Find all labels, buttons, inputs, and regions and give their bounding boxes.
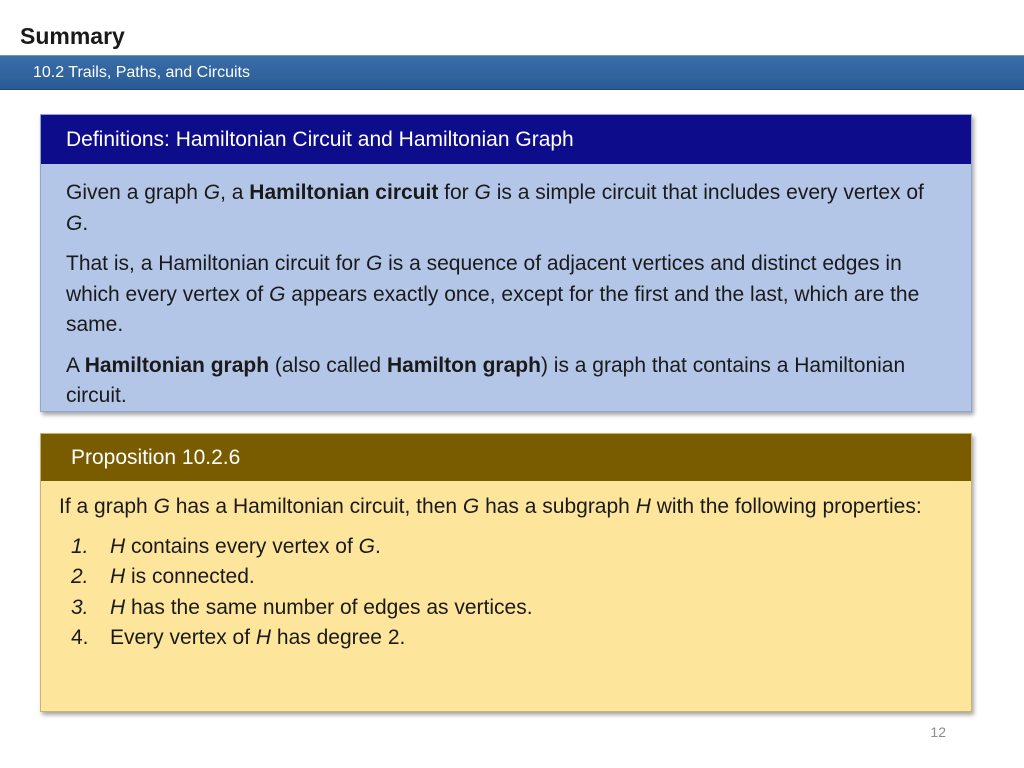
property-list (59, 532, 946, 654)
term-hamiltonian-circuit: Hamiltonian circuit (249, 181, 439, 204)
list-item: 3. H has the same number of edges as vertices. (71, 595, 533, 619)
term-hamilton-graph: Hamilton graph (386, 353, 541, 377)
definitions-body (41, 164, 971, 412)
list-item: 4. Every vertex of H has degree 2. (71, 626, 406, 649)
definition-hamiltonian-graph: A Hamiltonian graph (also called Hamilton graph) is a graph that contains a Hamiltonian circuit. (66, 353, 906, 407)
term-hamiltonian-graph: Hamiltonian graph (84, 353, 270, 377)
proposition-body (41, 481, 971, 654)
definition-hamiltonian-circuit: Given a graph G, a Hamiltonian circuit for G is a simple circuit that includes every vertex of G. (66, 181, 924, 235)
section-title: 10.2 Trails, Paths, and Circuits (33, 64, 250, 81)
definition-explanation: That is, a Hamiltonian circuit for G is a sequence of adjacent vertices and distinct edges in which every vertex of G appears exactly once, except for the first and the last, which are the same. (66, 252, 920, 336)
section-bar (0, 55, 1024, 90)
list-item: 1. H contains every vertex of G. (71, 534, 381, 558)
proposition-intro: If a graph G has a Hamiltonian circuit, then G has a subgraph H with the following properties: (59, 495, 922, 518)
list-item: 2. H is connected. (71, 565, 255, 588)
page-number: 12 (930, 724, 946, 740)
definitions-heading: Definitions: Hamiltonian Circuit and Hamiltonian Graph (41, 115, 971, 164)
slide-title: Summary (20, 23, 125, 49)
definitions-box (40, 114, 972, 412)
proposition-box (40, 433, 972, 712)
proposition-heading: Proposition 10.2.6 (41, 434, 971, 481)
